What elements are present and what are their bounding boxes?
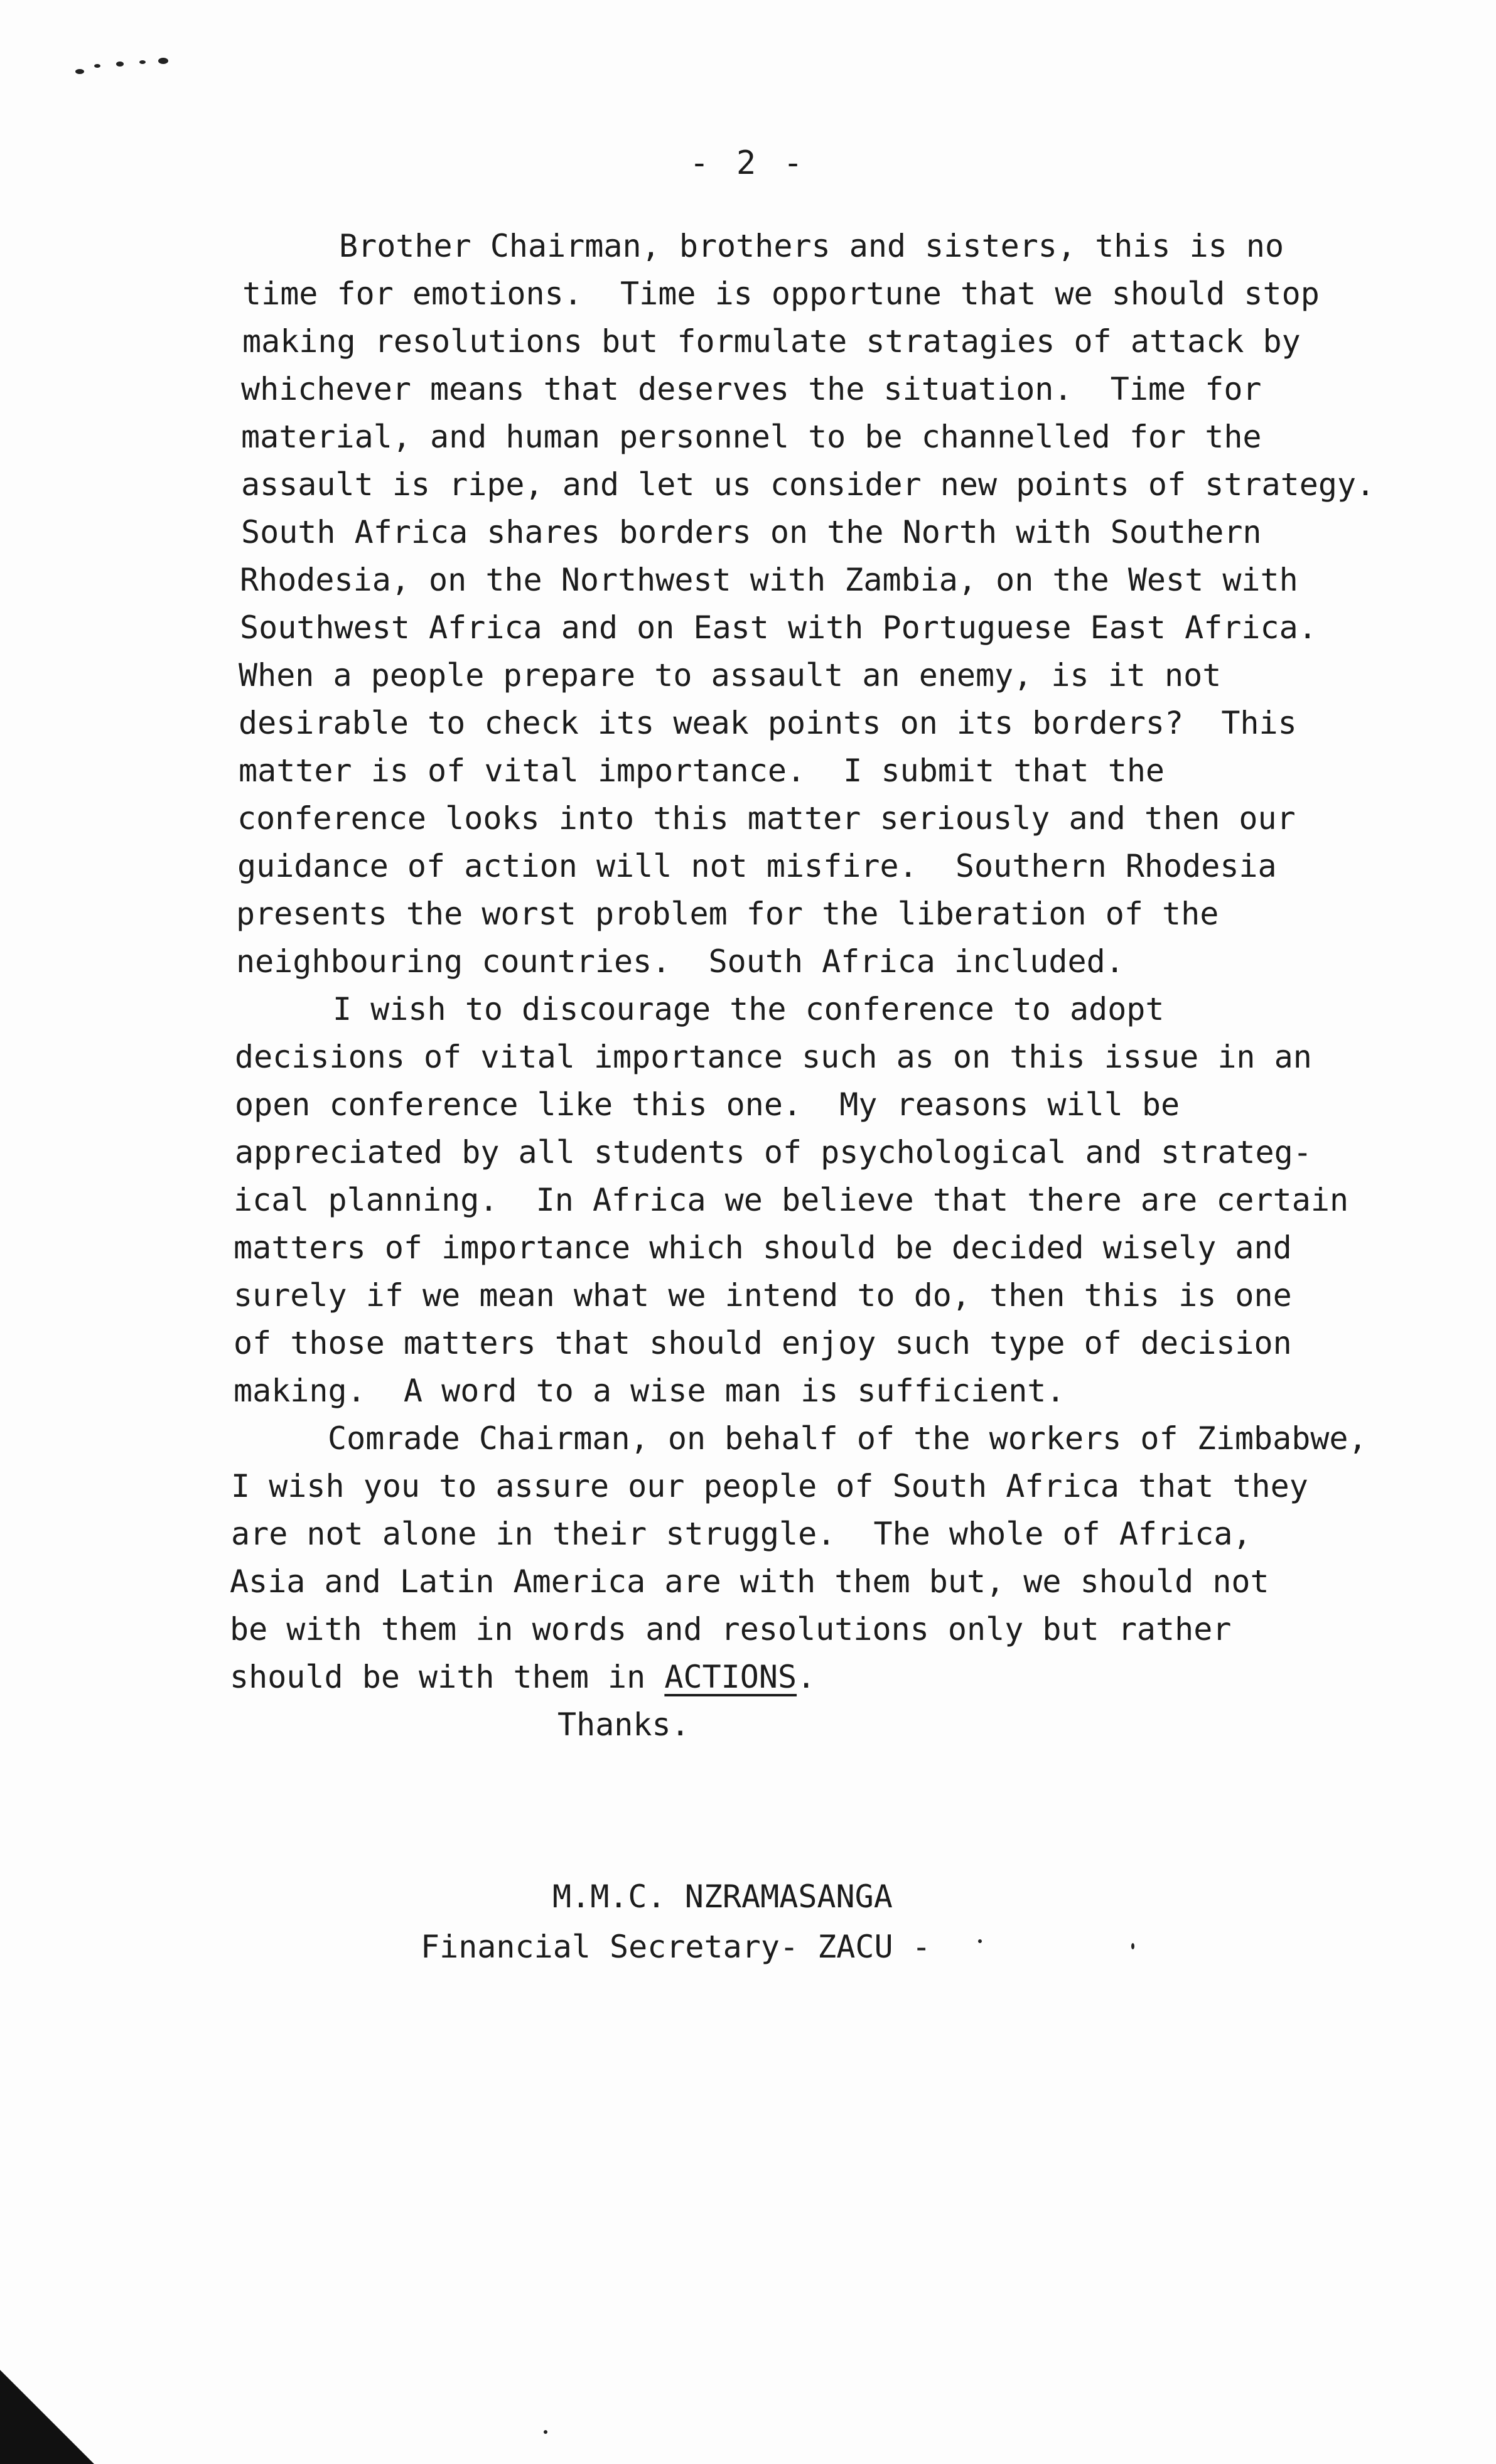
paragraph-1-line-3: making resolutions but formulate stratagies of attack by [242,323,1301,360]
paragraph-3-line-2: I wish you to assure our people of South Africa that they [231,1468,1308,1504]
paragraph-1-line-11: desirable to check its weak points on its borders? This [239,705,1297,741]
paragraph-1-line-8: Rhodesia, on the Northwest with Zambia, on the West with [240,562,1298,598]
paragraph-2-line-1: I wish to discourage the conference to adopt [333,991,1165,1027]
scan-speck [139,60,146,64]
page-number: - 2 - [689,144,807,182]
paragraph-2-line-5: ical planning. In Africa we believe that there are certain [234,1182,1349,1218]
paragraph-3-line-5: be with them in words and resolutions only but rather [230,1611,1232,1647]
paragraph-2-line-8: of those matters that should enjoy such type of decision [234,1325,1292,1361]
paragraph-1-line-5: material, and human personnel to be channelled for the [241,419,1262,455]
paragraph-3-line-6-text: should be with them in [230,1659,665,1695]
scan-corner-mark [0,2370,94,2464]
paragraph-1-line-10: When a people prepare to assault an enemy, is it not [239,657,1222,694]
signature-title: Financial Secretary- ZACU - [421,1929,931,1965]
paragraph-1-line-1: Brother Chairman, brothers and sisters, this is no [339,228,1284,264]
paragraph-3-line-3: are not alone in their struggle. The whole of Africa, [231,1516,1252,1552]
scan-speck [116,62,124,67]
paragraph-1-line-12: matter is of vital importance. I submit that the [239,753,1165,789]
paragraph-3-line-1: Comrade Chairman, on behalf of the workers of Zimbabwe, [328,1420,1367,1457]
scan-speck [158,58,168,64]
scan-speck [1131,1943,1134,1949]
paragraph-2-line-9: making. A word to a wise man is sufficient. [234,1373,1065,1409]
paragraph-3-line-6-end: . [797,1659,816,1695]
scan-speck [75,69,84,74]
paragraph-1-line-15: presents the worst problem for the liberation of the [236,896,1219,932]
paragraph-2-line-6: matters of importance which should be decided wisely and [234,1229,1292,1266]
scan-speck [544,2430,547,2434]
paragraph-1-line-2: time for emotions. Time is opportune that we should stop [242,276,1320,312]
signature-name: M.M.C. NZRAMASANGA [552,1878,893,1915]
paragraph-2-line-3: open conference like this one. My reasons will be [235,1086,1180,1123]
paragraph-1-line-14: guidance of action will not misfire. Southern Rhodesia [237,848,1277,884]
paragraph-1-line-9: Southwest Africa and on East with Portuguese East Africa. [240,609,1317,646]
paragraph-3-line-4: Asia and Latin America are with them but, we should not [230,1563,1269,1600]
paragraph-1-line-6: assault is ripe, and let us consider new points of strategy. [241,466,1375,503]
scan-speck [978,1939,982,1943]
closing-thanks: Thanks. [557,1706,690,1743]
paragraph-1-line-13: conference looks into this matter seriously and then our [237,800,1296,837]
paragraph-2-line-4: appreciated by all students of psychological and strateg- [235,1134,1312,1170]
paragraph-1-line-4: whichever means that deserves the situation. Time for [241,371,1262,407]
actions-emphasis: ACTIONS [664,1659,797,1695]
paragraph-1-line-16: neighbouring countries. South Africa included. [236,943,1124,980]
paragraph-1-line-7: South Africa shares borders on the North with Southern [241,514,1262,550]
paragraph-2-line-7: surely if we mean what we intend to do, then this is one [234,1277,1292,1314]
scan-speck [94,64,100,68]
paragraph-2-line-2: decisions of vital importance such as on this issue in an [235,1039,1312,1075]
paragraph-3-line-6 [230,1653,815,1701]
